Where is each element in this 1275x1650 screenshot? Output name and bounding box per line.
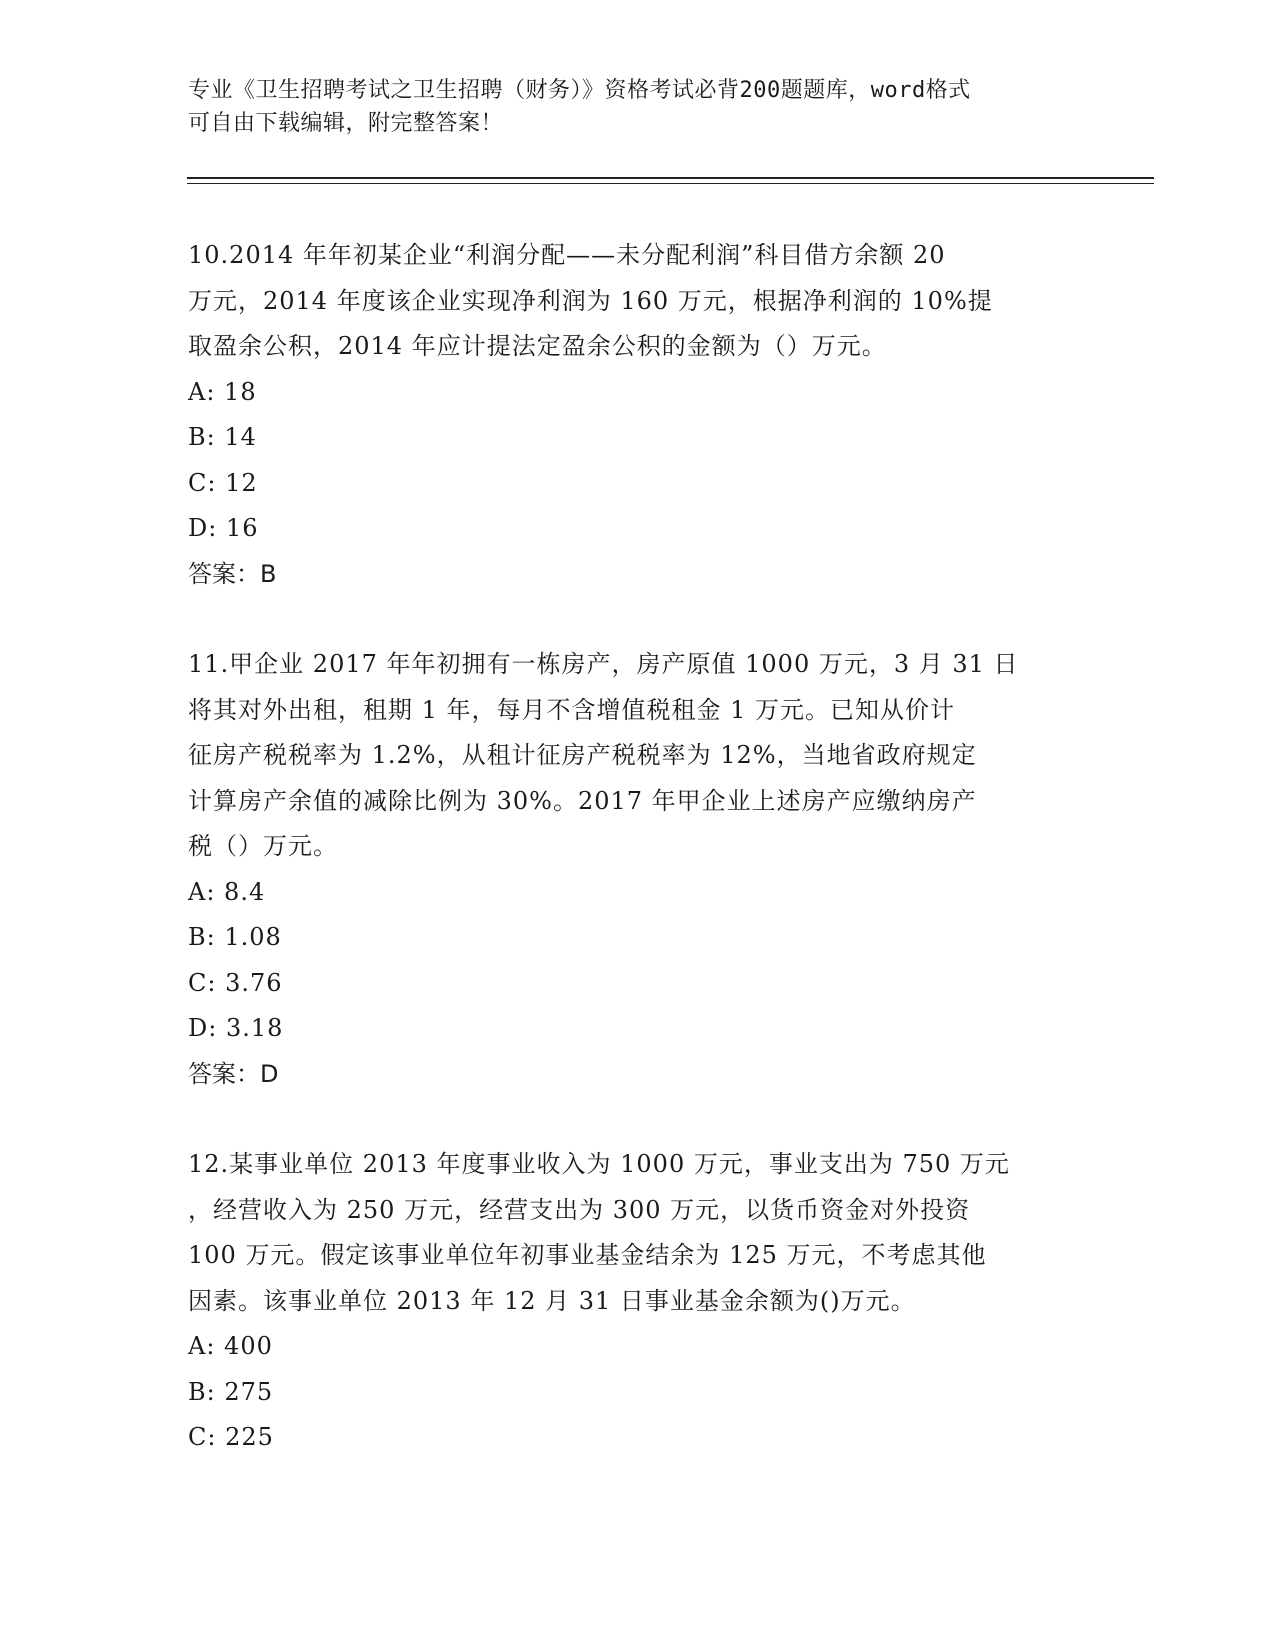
option-c: C: 12 bbox=[188, 468, 258, 497]
question-11 bbox=[188, 642, 1088, 1097]
option-a: A: 400 bbox=[188, 1332, 273, 1360]
header-line-1: 专业《卫生招聘考试之卫生招聘（财务）》资格考试必背200题题库，word格式 bbox=[188, 78, 971, 103]
header-line-2: 可自由下载编辑，附完整答案！ bbox=[188, 111, 504, 136]
question-10 bbox=[188, 233, 1088, 597]
question-text-line: 计算房产余值的减除比例为 30%。2017 年甲企业上述房产应缴纳房产 bbox=[188, 786, 977, 815]
option-a: A: 18 bbox=[188, 377, 257, 406]
document-header bbox=[188, 74, 1068, 140]
question-text-line: 10.2014 年年初某企业“利润分配——未分配利润”科目借方余额 20 bbox=[188, 241, 946, 269]
question-12 bbox=[188, 1142, 1088, 1461]
option-b: B: 14 bbox=[188, 423, 257, 451]
answer-label: 答案：D bbox=[188, 1059, 279, 1088]
question-text-line: 万元，2014 年度该企业实现净利润为 160 万元，根据净利润的 10%提 bbox=[188, 286, 993, 315]
question-text-line: 将其对外出租，租期 1 年，每月不含增值税租金 1 万元。已知从价计 bbox=[188, 695, 956, 724]
question-list bbox=[188, 233, 1088, 1461]
answer-label: 答案：B bbox=[188, 559, 277, 588]
question-text-line: 100 万元。假定该事业单位年初事业基金结余为 125 万元，不考虑其他 bbox=[188, 1241, 987, 1269]
question-spacer bbox=[188, 597, 1088, 642]
question-text-line: ，经营收入为 250 万元，经营支出为 300 万元，以货币资金对外投资 bbox=[188, 1195, 971, 1224]
question-text-line: 12.某事业单位 2013 年度事业收入为 1000 万元，事业支出为 750 万元 bbox=[188, 1150, 1010, 1178]
question-text-line: 因素。该事业单位 2013 年 12 月 31 日事业基金余额为()万元。 bbox=[188, 1286, 916, 1315]
question-text-line: 11.甲企业 2017 年年初拥有一栋房产，房产原值 1000 万元，3 月 31 日 bbox=[188, 650, 1019, 678]
option-c: C: 3.76 bbox=[188, 968, 283, 997]
option-b: B: 275 bbox=[188, 1377, 274, 1406]
option-d: D: 3.18 bbox=[188, 1014, 284, 1042]
question-text-line: 税（）万元。 bbox=[188, 832, 338, 860]
option-c: C: 225 bbox=[188, 1423, 274, 1451]
option-d: D: 16 bbox=[188, 514, 259, 542]
header-divider bbox=[187, 177, 1154, 179]
header-divider-thin bbox=[187, 183, 1154, 184]
option-b: B: 1.08 bbox=[188, 923, 282, 951]
question-text-line: 取盈余公积，2014 年应计提法定盈余公积的金额为（）万元。 bbox=[188, 332, 887, 360]
question-spacer bbox=[188, 1097, 1088, 1142]
option-a: A: 8.4 bbox=[188, 877, 266, 906]
question-text-line: 征房产税税率为 1.2%，从租计征房产税税率为 12%，当地省政府规定 bbox=[188, 741, 977, 769]
